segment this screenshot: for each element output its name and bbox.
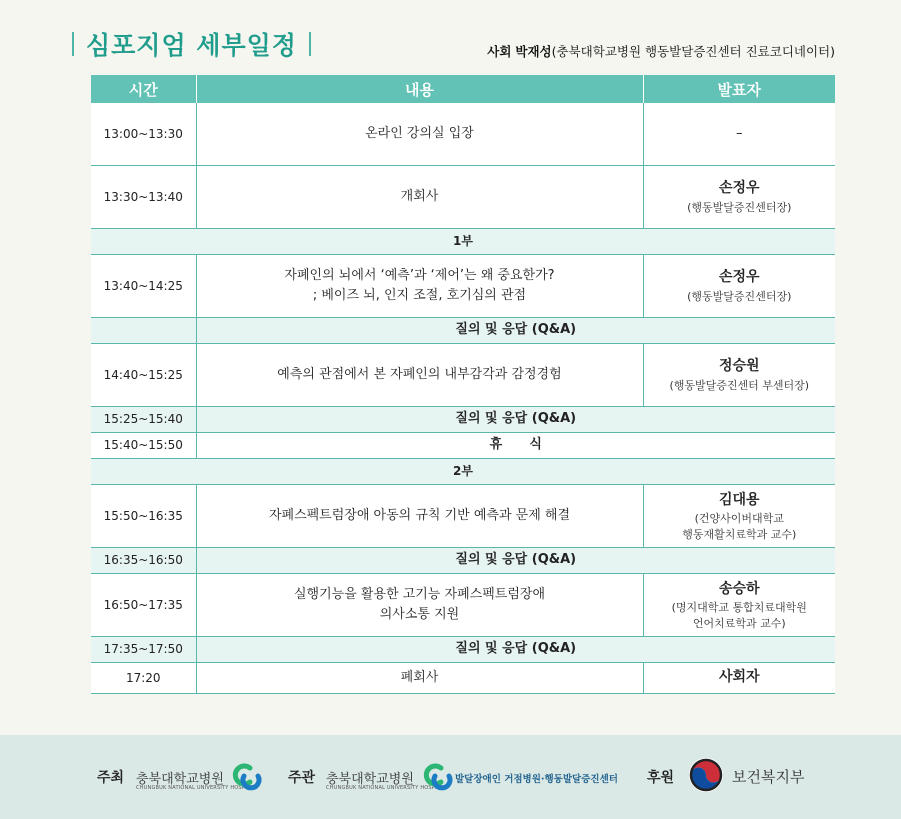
presenter-cell [643,485,835,548]
table-row [91,485,835,548]
hospital-logo-icon [421,762,453,792]
qa-row [91,407,835,433]
break-row [91,433,835,459]
presenter-name: 정승원 [718,358,760,375]
content-cell [196,574,643,637]
presenter-affiliation: (건양사이버대학교 [694,512,784,526]
content-line: 의사소통 지원 [379,607,460,622]
section-row [91,459,835,485]
qa-label: 질의 및 응답 (Q&A) [196,637,835,663]
table-row [91,663,835,694]
title-block [72,26,311,62]
moderator-info [487,42,835,60]
taegeuk-logo-icon [688,757,724,793]
qa-label: 질의 및 응답 (Q&A) [196,548,835,574]
content-cell [196,485,643,548]
content-line: ; 베이즈 뇌, 인지 조절, 호기심의 관점 [312,288,527,303]
host-org-english: CHUNGBUK NATIONAL UNIVERSITY HOSPITAL [136,785,257,791]
qa-row [91,637,835,663]
qa-label: 질의 및 응답 (Q&A) [196,318,835,344]
time-cell: 13:00~13:30 [91,103,196,166]
table-row [91,574,835,637]
time-cell: 17:20 [91,663,196,694]
content-line: 온라인 강의실 입장 [365,125,474,141]
presenter-cell [643,663,835,694]
qa-label: 질의 및 응답 (Q&A) [196,407,835,433]
col-header-time: 시간 [91,75,196,103]
content-line: 실행기능을 활용한 고기능 자폐스펙트럼장애 [294,586,545,602]
time-cell: 16:35~16:50 [91,548,196,574]
content-cell [196,344,643,407]
moderator-label: 사회 [487,44,512,59]
sponsor-label: 후원 [647,770,675,786]
presenter-cell [643,574,835,637]
title-left-bar [72,32,74,56]
table-row [91,255,835,318]
presenter-affiliation: (행동발달증진센터장) [687,201,792,215]
time-cell: 15:25~15:40 [91,407,196,433]
table-row [91,344,835,407]
content-line: 예측의 관점에서 본 자폐인의 내부감각과 감정경험 [277,366,562,382]
presenter-name: 사회자 [718,669,760,686]
host-org-name: 충북대학교병원 [136,772,224,787]
content-line: 개회사 [400,188,439,204]
presenter-affiliation: (행동발달증진센터장) [687,290,792,304]
content-line: 자폐스펙트럼장애 아동의 규칙 기반 예측과 문제 해결 [268,507,571,523]
hospital-logo-icon [230,762,262,792]
presenter-cell [643,255,835,318]
table-row [91,103,835,166]
presenter-cell [643,166,835,229]
organizer-center-name: 발달장애인 거점병원·행동발달증진센터 [455,774,618,785]
qa-row [91,548,835,574]
schedule-table [91,75,835,694]
content-cell [196,166,643,229]
moderator-name: 박재성 [515,44,552,59]
section-label: 2부 [91,459,835,485]
presenter-affiliation: 행동재활치료학과 교수) [682,527,797,541]
section-label: 1부 [91,229,835,255]
col-header-presenter: 발표자 [643,75,835,103]
footer [0,735,901,819]
presenter-name: 손정우 [718,180,760,197]
table-row [91,166,835,229]
time-cell: 13:40~14:25 [91,255,196,318]
presenter-affiliation: 언어치료학과 교수) [692,616,786,630]
moderator-affiliation: (충북대학교병원 행동발달증진센터 진료코디네이터) [551,44,835,59]
time-cell: 15:40~15:50 [91,433,196,459]
presenter-name: 손정우 [718,269,760,286]
host-label: 주최 [97,770,125,786]
content-cell [196,663,643,694]
page-title: 심포지엄 세부일정 [86,31,297,60]
presenter-name: 송승하 [718,580,760,597]
col-header-content: 내용 [196,75,643,103]
presenter-cell [643,103,835,166]
time-cell: 15:50~16:35 [91,485,196,548]
title-right-bar [309,32,311,56]
time-cell [91,318,196,344]
organizer-org-english: CHUNGBUK NATIONAL UNIVERSITY HOSPITAL [326,785,447,791]
presenter-affiliation: (행동발달증진센터 부센터장) [669,379,810,393]
time-cell: 16:50~17:35 [91,574,196,637]
time-cell: 13:30~13:40 [91,166,196,229]
content-cell [196,103,643,166]
presenter-name: 김대용 [718,491,760,508]
time-cell: 14:40~15:25 [91,344,196,407]
organizer-label: 주관 [288,770,316,786]
break-label: 휴 식 [196,433,835,459]
presenter-dash: – [736,125,743,141]
qa-row [91,318,835,344]
time-cell: 17:35~17:50 [91,637,196,663]
organizer-org-name: 충북대학교병원 [326,772,414,787]
content-cell [196,255,643,318]
presenter-cell [643,344,835,407]
presenter-affiliation: (명지대학교 통합치료대학원 [671,601,807,615]
content-line: 자폐인의 뇌에서 ‘예측’과 ‘제어’는 왜 중요한가? [284,267,555,283]
sponsor-org-name: 보건복지부 [732,768,805,786]
content-line: 폐회사 [400,669,439,685]
section-row [91,229,835,255]
